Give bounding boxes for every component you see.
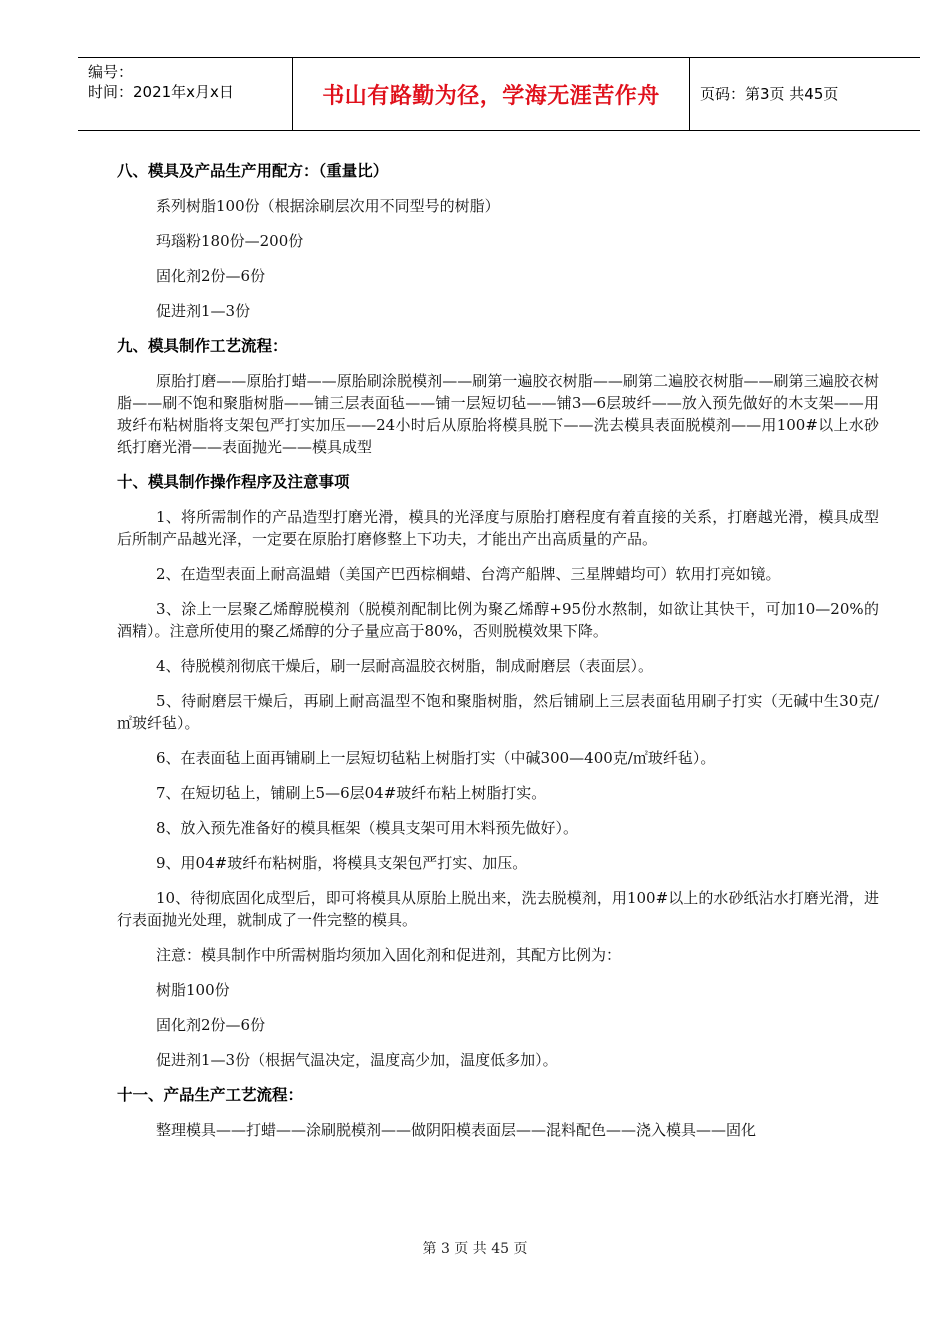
page-info: 页码：第3页 共45页 — [700, 85, 839, 103]
note-text: 注意：模具制作中所需树脂均须加入固化剂和促进剂，其配方比例为： — [156, 946, 622, 964]
section-8-title: 八、模具及产品生产用配方：（重量比） — [117, 162, 389, 180]
time-label: 时间：2021年x月x日 — [88, 83, 234, 101]
formula-line: 玛瑙粉180份—200份 — [156, 232, 304, 250]
procedure-step: 8、放入预先准备好的模具框架（模具支架可用木料预先做好）。 — [156, 819, 579, 837]
formula-line: 系列树脂100份（根据涂刷层次用不同型号的树脂） — [156, 197, 500, 215]
section-9-title: 九、模具制作工艺流程： — [117, 337, 288, 355]
production-flow-paragraph: 整理模具——打蜡——涂刷脱模剂——做阴阳模表面层——混料配色——浇入模具——固化 — [156, 1121, 757, 1139]
procedure-step: 4、待脱模剂彻底干燥后，刷一层耐高温胶衣树脂，制成耐磨层（表面层）。 — [156, 657, 654, 675]
header-page-cell — [690, 58, 920, 130]
note-line: 促进剂1—3份（根据气温决定，温度高少加，温度低多加）。 — [156, 1051, 558, 1069]
section-11-title: 十一、产品生产工艺流程： — [117, 1086, 304, 1104]
formula-line: 促进剂1—3份 — [156, 302, 251, 320]
document-body — [117, 160, 879, 1154]
page-header — [78, 57, 920, 131]
procedure-step: 10、待彻底固化成型后，即可将模具从原胎上脱出来，洗去脱模剂，用100#以上的水砂纸沾水打磨光滑，进行表面抛光处理，就制成了一件完整的模具。 — [117, 889, 879, 929]
procedure-step: 6、在表面毡上面再铺刷上一层短切毡粘上树脂打实（中碱300—400克/㎡玻纤毡）。 — [156, 749, 716, 767]
formula-line: 固化剂2份—6份 — [156, 267, 266, 285]
procedure-step: 9、用04#玻纤布粘树脂，将模具支架包严打实、加压。 — [156, 854, 528, 872]
header-meta-cell — [78, 58, 293, 130]
note-line: 树脂100份 — [156, 981, 230, 999]
motto-text: 书山有路勤为径，学海无涯苦作舟 — [322, 83, 660, 109]
header-motto-cell — [293, 58, 690, 130]
procedure-step: 3、涂上一层聚乙烯醇脱模剂（脱模剂配制比例为聚乙烯醇+95份水熬制，如欲让其快干，可加10—20%的酒精）。注意所使用的聚乙烯醇的分子量应高于80%，否则脱模效果下降。 — [117, 600, 879, 640]
page-footer: 第 3 页 共 45 页 — [422, 1241, 528, 1257]
serial-label: 编号： — [88, 63, 134, 81]
process-flow-paragraph: 原胎打磨——原胎打蜡——原胎刷涂脱模剂——刷第一遍胶衣树脂——刷第二遍胶衣树脂——刷第三遍胶衣树脂——刷不饱和聚脂树脂——铺三层表面毡——铺一层短切毡——铺3—6层玻纤——放入预先做好的木支架——用玻纤布粘树脂将支架包严打实加压——24小时后从原胎将模具脱下——洗去模具表面脱模剂——用100#以上水砂纸打磨光滑——表面抛光——模具成型 — [117, 372, 879, 456]
procedure-step: 5、待耐磨层干燥后，再刷上耐高温型不饱和聚脂树脂，然后铺刷上三层表面毡用刷子打实（无碱中生30克/㎡玻纤毡）。 — [117, 692, 879, 732]
procedure-step: 1、将所需制作的产品造型打磨光滑，模具的光泽度与原胎打磨程度有着直接的关系，打磨越光滑，模具成型后所制产品越光泽，一定要在原胎打磨修整上下功夫，才能出产出高质量的产品。 — [117, 508, 879, 548]
section-10-title: 十、模具制作操作程序及注意事项 — [117, 473, 350, 491]
procedure-step: 7、在短切毡上，铺刷上5—6层04#玻纤布粘上树脂打实。 — [156, 784, 547, 802]
procedure-step: 2、在造型表面上耐高温蜡（美国产巴西棕榈蜡、台湾产船牌、三星牌蜡均可）软用打亮如镜。 — [156, 565, 781, 583]
note-line: 固化剂2份—6份 — [156, 1016, 266, 1034]
